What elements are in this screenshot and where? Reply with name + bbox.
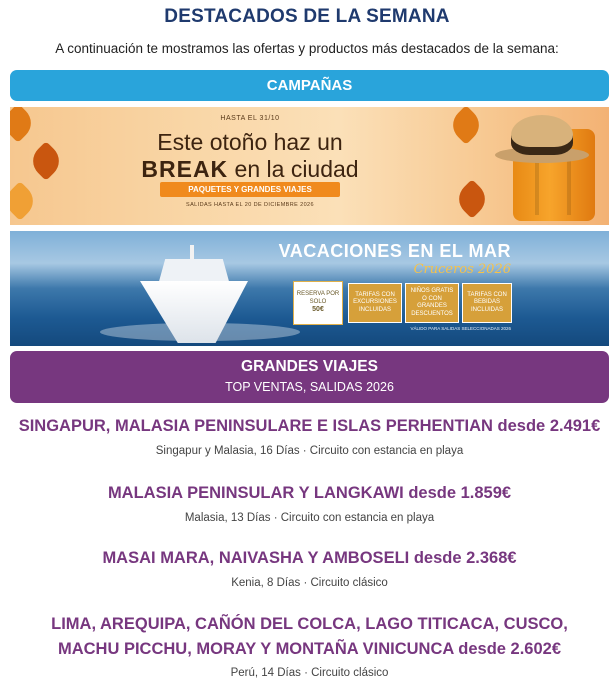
banner-headline-bold: BREAK bbox=[141, 156, 229, 182]
cruise-fineprint: VÁLIDO PARA SALIDAS SELECCIONADAS 2026 bbox=[410, 326, 511, 331]
page-title: DESTACADOS DE LA SEMANA bbox=[164, 6, 450, 27]
grandes-viajes-heading bbox=[10, 351, 609, 403]
cruise-reserve-price: 50€ bbox=[312, 306, 324, 314]
trip-details: Perú, 14 Días · Circuito clásico bbox=[230, 667, 389, 679]
trip-title-link[interactable]: LIMA, AREQUIPA, CAÑÓN DEL COLCA, LAGO TITICACA, CUSCO, MACHU PICCHU, MORAY Y MONTAÑA VINICUNCA desde 2.602€ bbox=[51, 615, 568, 658]
banner-until-date: HASTA EL 31/10 bbox=[220, 115, 280, 122]
banner-category-pill: PAQUETES Y GRANDES VIAJES bbox=[160, 182, 340, 197]
cruise-banner-subtitle: Cruceros 2026 bbox=[413, 262, 511, 277]
autumn-break-banner[interactable] bbox=[10, 107, 609, 225]
trip-item bbox=[10, 481, 609, 524]
intro-text: A continuación te mostramos las ofertas y productos más destacados de la semana: bbox=[55, 41, 559, 56]
grandes-viajes-subtitle: TOP VENTAS, SALIDAS 2026 bbox=[225, 380, 394, 394]
banner-headline-rest: en la ciudad bbox=[228, 156, 359, 182]
cruise-holidays-banner[interactable] bbox=[10, 231, 609, 346]
cruise-drinks-box: TARIFAS CON BEBIDAS INCLUIDAS bbox=[462, 283, 512, 323]
grandes-viajes-title: GRANDES VIAJES bbox=[241, 358, 378, 375]
trip-details: Singapur y Malasia, 16 Días · Circuito con estancia en playa bbox=[155, 445, 464, 457]
trip-title-link[interactable]: SINGAPUR, MALASIA PENINSULARE E ISLAS PERHENTIAN desde 2.491€ bbox=[18, 417, 601, 435]
trip-details: Malasia, 13 Días · Circuito con estancia en playa bbox=[184, 512, 435, 524]
trip-title-link[interactable]: MALASIA PENINSULAR Y LANGKAWI desde 1.859€ bbox=[107, 484, 512, 502]
campaigns-heading: CAMPAÑAS bbox=[10, 70, 609, 101]
cruise-reserve-label: RESERVA POR SOLO bbox=[296, 291, 340, 305]
trip-item bbox=[10, 546, 609, 589]
trip-item bbox=[10, 414, 609, 457]
trip-title-link[interactable]: MASAI MARA, NAIVASHA Y AMBOSELI desde 2.368€ bbox=[102, 549, 517, 567]
cruise-excursions-box: TARIFAS CON EXCURSIONES INCLUIDAS bbox=[348, 283, 402, 323]
banner-headline-line2 bbox=[10, 156, 490, 183]
trip-item bbox=[10, 612, 609, 679]
trip-details: Kenia, 8 Días · Circuito clásico bbox=[231, 577, 388, 589]
cruise-ship-illustration bbox=[130, 245, 250, 345]
cruise-kids-box: NIÑOS GRATIS O CON GRANDES DESCUENTOS bbox=[405, 283, 459, 323]
cruise-reserve-box bbox=[293, 281, 343, 325]
banner-headline-line1: Este otoño haz un bbox=[157, 129, 343, 155]
cruise-banner-title: VACACIONES EN EL MAR bbox=[278, 241, 511, 261]
banner-departures-note: SALIDAS HASTA EL 20 DE DICIEMBRE 2026 bbox=[186, 202, 314, 208]
